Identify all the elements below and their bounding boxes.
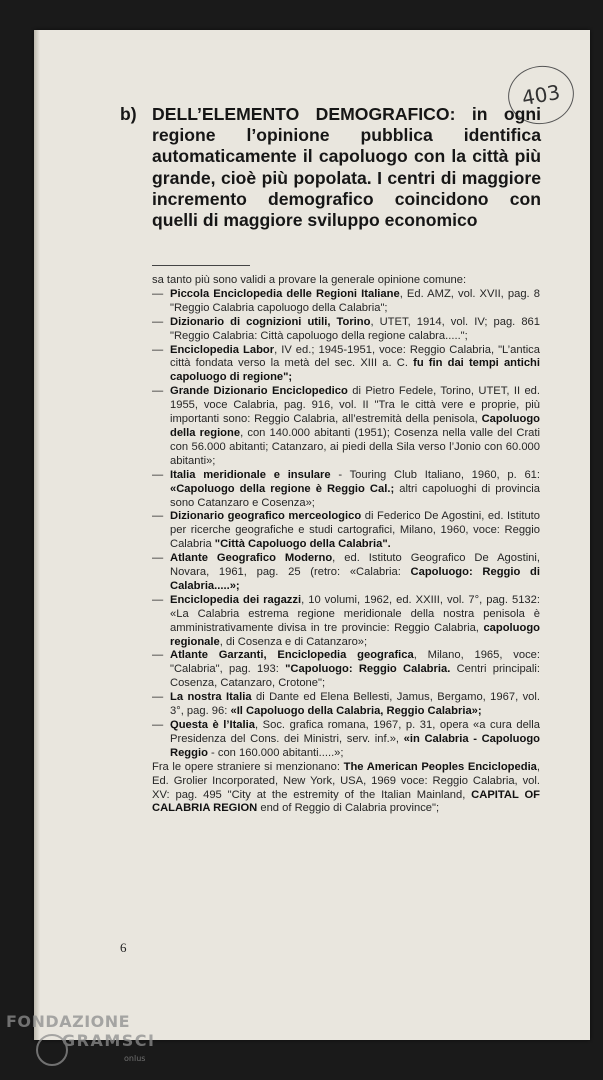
note-text: , UTET, 1914, vol. IV; pag. 861 "Reggio Calabria: Città capoluogo della regione calabra....."; [170, 315, 540, 342]
outro-bold: The American Peoples Enciclopedia [343, 760, 537, 773]
watermark-suffix: onlus [124, 1054, 146, 1063]
note-dash: — [152, 343, 164, 356]
note-bold: Questa è l’Italia [170, 719, 255, 731]
note-dash: — [152, 385, 164, 398]
note-bold: Enciclopedia dei ragazzi [170, 593, 302, 606]
note-dash: — [152, 649, 164, 662]
note-text2: Centri principali: Cosenza, Catanzaro, Crotone"; [170, 663, 540, 690]
note-bold2: «Il Capoluogo della Calabria, Reggio Calabria»; [230, 705, 482, 718]
notes-list [152, 288, 540, 761]
note-text2: - con 160.000 abitanti.....»; [207, 746, 344, 759]
note-dash: — [152, 691, 164, 704]
note-item [152, 316, 540, 344]
note-text2: , con 140.000 abitanti (1951); Cosenza nella valle del Crati con 56.000 abitanti; Catanzaro, ai piedi della Sila verso l’Jonio con 60.000 abitanti»; [170, 426, 541, 467]
note-text: di Dante ed Elena Bellesti, Jamus, Bergamo, 1967, vol. 3°, pag. 96: [170, 691, 540, 718]
fondazione-gramsci-watermark [6, 1012, 156, 1063]
note-dash: — [152, 510, 164, 523]
note-text: , IV ed.; 1945-1951, voce: Reggio Calabria, "L’antica città fondata verso la metà del sec. XIII a. C. [170, 343, 540, 370]
note-text: di Federico De Agostini, ed. Istituto per ricerche geografiche e studi cartografici, Milano, 1960, voce: Reggio Calabria [170, 510, 540, 551]
note-bold2: Capoluogo: Reggio di Calabria.....»; [170, 566, 540, 592]
note-item [152, 510, 540, 552]
note-item [152, 469, 540, 511]
note-bold: Italia meridionale e insulare [170, 468, 331, 481]
note-text2: altri capoluoghi di provincia sono Catanzaro e Cosenza»; [170, 482, 541, 509]
notes-intro: sa tanto più sono validi a provare la generale opinione comune: [152, 274, 467, 286]
note-text: , ed. Istituto Geografico De Agostini, Novara, 1961, pag. 25 (retro: «Calabria: [170, 552, 540, 579]
watermark-logo-circle [36, 1034, 68, 1066]
note-item [152, 552, 540, 594]
note-bold2: capoluogo regionale [170, 621, 540, 648]
note-item [152, 288, 540, 316]
outro-text: Fra le opere straniere si menzionano: [152, 760, 344, 773]
notes-outro [152, 761, 540, 817]
watermark-line-2: GRAMSCI [62, 1031, 156, 1050]
note-bold2: "Città Capoluogo della Calabria". [214, 538, 391, 551]
note-bold: La nostra Italia [170, 691, 252, 704]
page-spine-shadow [34, 30, 40, 1040]
note-bold: Dizionario di cognizioni utili, Torino [170, 315, 371, 328]
note-bold2: «Capoluogo della regione è Reggio Cal.; [170, 482, 395, 495]
note-dash: — [152, 315, 164, 328]
note-text: - Touring Club Italiano, 1960, p. 61: [330, 468, 540, 481]
note-item [152, 385, 540, 468]
note-text: , Milano, 1965, voce: "Calabria", pag. 193: [170, 649, 540, 676]
note-item [152, 691, 540, 719]
page-number: 6 [120, 940, 127, 955]
note-item [152, 649, 540, 691]
outro-text-2: , Ed. Grolier Incorporated, New York, USA, 1969 voce: Reggio Calabria, vol. XV: pag. 495 "City at the estremity of the Italian Mainland, [152, 760, 541, 801]
note-text: , Soc. grafica romana, 1967, p. 31, opera «a cura della Presidenza del Cons. dei Ministri, serv. inf.», [170, 719, 540, 745]
note-text: di Pietro Fedele, Torino, UTET, II ed. 1955, voce Calabria, pag. 916, vol. II "Tra le città vere e proprie, più importanti sono: Reggio Calabria, all’estremità della penisola, [170, 385, 540, 426]
outro-bold-2: CAPITAL OF CALABRIA REGION [152, 788, 540, 815]
note-item [152, 344, 540, 386]
outro-text-3: end of Reggio di Calabria province"; [257, 802, 440, 815]
note-text: , 10 volumi, 1962, ed. XXIII, vol. 7°, pag. 5132: «La Calabria estrema regione meridionale della nostra penisola è amministrativamente divisa in tre provincie: Reggio Calabria, [170, 593, 540, 634]
note-dash: — [152, 719, 164, 731]
note-bold2: fu fin dai tempi antichi capoluogo di regione"; [170, 357, 540, 384]
note-bold2: Capoluogo della regione [170, 413, 540, 439]
watermark-line-1: FONDAZIONE [6, 1012, 131, 1031]
folio-number: 403 [520, 79, 562, 111]
note-bold: Enciclopedia Labor [170, 343, 275, 356]
footnote-separator [152, 265, 250, 266]
section-heading: DELL’ELEMENTO DEMOGRAFICO: in ogni regione l’opinione pubblica identifica automaticamente il capoluogo con la città più grande, cioè più popolata. I centri di maggiore incremento demografico coincidono con quelli di maggiore sviluppo economico [152, 104, 541, 231]
note-bold: Atlante Garzanti, Enciclopedia geografica [170, 649, 414, 662]
note-dash: — [152, 593, 164, 606]
note-bold: Grande Dizionario Enciclopedico [170, 385, 348, 398]
note-text: , Ed. AMZ, vol. XVII, pag. 8 "Reggio Calabria capoluogo della Calabria"; [170, 287, 540, 314]
note-dash: — [152, 287, 164, 300]
note-bold2: "Capoluogo: Reggio Calabria. [285, 663, 451, 676]
note-dash: — [152, 468, 164, 481]
note-bold2: «in Calabria - Capoluogo Reggio [170, 732, 540, 759]
footnotes [152, 274, 540, 816]
heading-label: b) [120, 104, 137, 124]
note-text2: , di Cosenza e di Catanzaro»; [219, 635, 368, 648]
note-dash: — [152, 552, 164, 565]
note-item [152, 719, 540, 761]
note-item [152, 594, 540, 650]
note-bold: Atlante Geografico Moderno [170, 552, 333, 565]
note-bold: Piccola Enciclopedia delle Regioni Italiane [170, 287, 400, 300]
note-bold: Dizionario geografico merceologico [170, 510, 362, 523]
